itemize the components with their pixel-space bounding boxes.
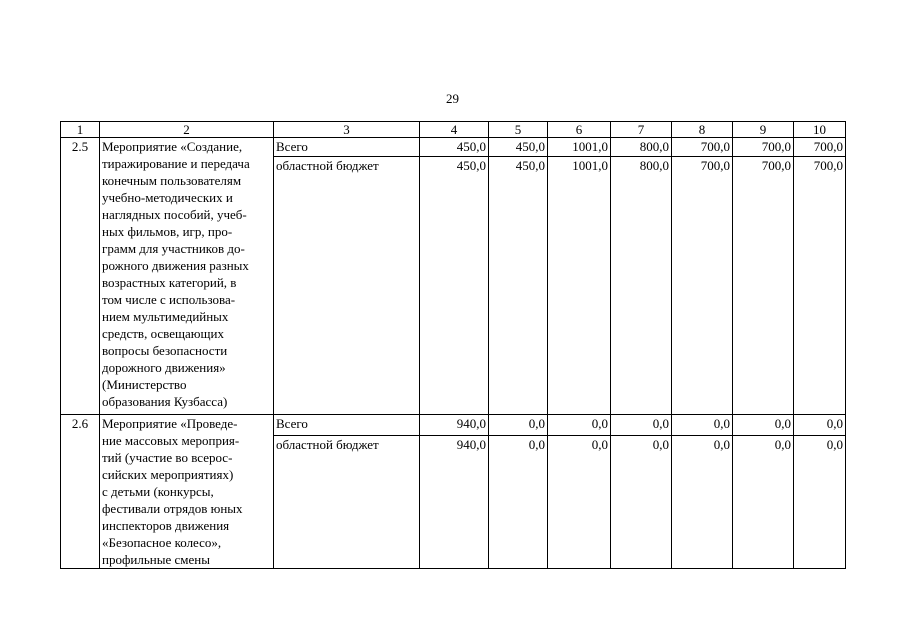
- page-number: 29: [446, 91, 459, 106]
- description-line: Мероприятие «Создание,: [102, 139, 243, 154]
- amount-cell: 1001,0: [548, 157, 611, 415]
- amount-cell: 0,0: [611, 415, 672, 436]
- description-line: образования Кузбасса): [102, 394, 228, 409]
- amount-cell: 0,0: [548, 415, 611, 436]
- funding-source: областной бюджет: [274, 157, 420, 415]
- amount-cell: 0,0: [672, 436, 733, 569]
- description-line: нием мультимедийных: [102, 309, 229, 324]
- budget-table: [60, 121, 846, 569]
- amount-cell: 450,0: [489, 138, 548, 157]
- description-line: ных фильмов, игр, про-: [102, 224, 233, 239]
- column-header-1: 1: [61, 122, 100, 138]
- amount-cell: 0,0: [672, 415, 733, 436]
- column-header-4: 4: [420, 122, 489, 138]
- description-line: фестивали отрядов юных: [102, 501, 243, 516]
- amount-cell: 0,0: [733, 415, 794, 436]
- amount-cell: 0,0: [611, 436, 672, 569]
- row-index: 2.5: [61, 138, 100, 415]
- column-header-6: 6: [548, 122, 611, 138]
- description-line: профильные смены: [102, 552, 210, 567]
- amount-cell: 0,0: [548, 436, 611, 569]
- amount-cell: 800,0: [611, 138, 672, 157]
- description-line: дорожного движения»: [102, 360, 226, 375]
- table-row: [61, 415, 846, 436]
- funding-source: Всего: [274, 415, 420, 436]
- description-line: ние массовых мероприя-: [102, 433, 240, 448]
- amount-cell: 0,0: [489, 436, 548, 569]
- activity-description: [100, 138, 274, 415]
- description-line: грамм для участников до-: [102, 241, 245, 256]
- amount-cell: 800,0: [611, 157, 672, 415]
- description-line: конечным пользователям: [102, 173, 242, 188]
- amount-cell: 450,0: [489, 157, 548, 415]
- description-line: Мероприятие «Проведе-: [102, 416, 238, 431]
- description-line: наглядных пособий, учеб-: [102, 207, 247, 222]
- column-header-7: 7: [611, 122, 672, 138]
- amount-cell: 940,0: [420, 436, 489, 569]
- amount-cell: 700,0: [672, 157, 733, 415]
- column-header-9: 9: [733, 122, 794, 138]
- amount-cell: 940,0: [420, 415, 489, 436]
- description-line: сийских мероприятиях): [102, 467, 234, 482]
- column-header-2: 2: [100, 122, 274, 138]
- amount-cell: 1001,0: [548, 138, 611, 157]
- column-number-header-row: [61, 122, 846, 138]
- funding-source: Всего: [274, 138, 420, 157]
- amount-cell: 0,0: [794, 436, 846, 569]
- amount-cell: 0,0: [489, 415, 548, 436]
- amount-cell: 450,0: [420, 157, 489, 415]
- description-line: с детьми (конкурсы,: [102, 484, 214, 499]
- amount-cell: 700,0: [672, 138, 733, 157]
- column-header-3: 3: [274, 122, 420, 138]
- row-index: 2.6: [61, 415, 100, 569]
- description-line: вопросы безопасности: [102, 343, 228, 358]
- amount-cell: 700,0: [794, 138, 846, 157]
- column-header-5: 5: [489, 122, 548, 138]
- description-line: тиражирование и передача: [102, 156, 250, 171]
- description-line: возрастных категорий, в: [102, 275, 237, 290]
- description-line: рожного движения разных: [102, 258, 249, 273]
- amount-cell: 0,0: [733, 436, 794, 569]
- description-line: инспекторов движения: [102, 518, 230, 533]
- amount-cell: 700,0: [733, 138, 794, 157]
- description-line: (Министерство: [102, 377, 187, 392]
- table-body: [61, 122, 846, 569]
- column-header-8: 8: [672, 122, 733, 138]
- amount-cell: 0,0: [794, 415, 846, 436]
- amount-cell: 700,0: [794, 157, 846, 415]
- amount-cell: 700,0: [733, 157, 794, 415]
- description-line: учебно-методических и: [102, 190, 233, 205]
- description-line: средств, освещающих: [102, 326, 224, 341]
- amount-cell: 450,0: [420, 138, 489, 157]
- description-line: тий (участие во всерос-: [102, 450, 233, 465]
- description-line: «Безопасное колесо»,: [102, 535, 222, 550]
- column-header-10: 10: [794, 122, 846, 138]
- table-row: [61, 138, 846, 157]
- activity-description: [100, 415, 274, 569]
- description-line: том числе с использова-: [102, 292, 236, 307]
- funding-source: областной бюджет: [274, 436, 420, 569]
